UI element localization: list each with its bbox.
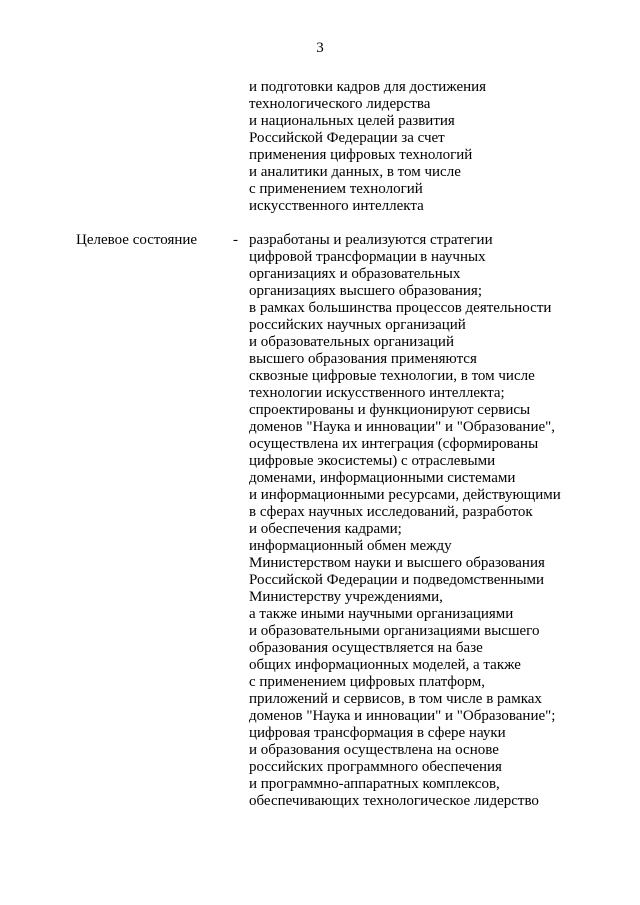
target-line: доменами, информационными системами (249, 470, 516, 486)
target-line: с применением цифровых платформ, (249, 674, 486, 690)
target-line: и образовательными организациями высшего (249, 623, 540, 639)
intro-paragraph (249, 79, 486, 215)
target-line: в сферах научных исследований, разработок (249, 504, 533, 520)
target-line: Российской Федерации и подведомственными (249, 572, 545, 588)
target-line: и образовательных организаций (249, 334, 454, 350)
target-line: организациях высшего образования; (249, 283, 482, 299)
intro-line: искусственного интеллекта (249, 198, 424, 214)
target-line: разработаны и реализуются стратегии (249, 232, 493, 248)
target-line: сквозные цифровые технологии, в том числе (249, 368, 535, 384)
intro-line: и аналитики данных, в том числе (249, 164, 461, 180)
target-line: общих информационных моделей, а также (249, 657, 521, 673)
target-line: и информационными ресурсами, действующими (249, 487, 561, 503)
target-line: доменов "Наука и инновации" и "Образование"; (249, 708, 556, 724)
target-line: в рамках большинства процессов деятельности (249, 300, 552, 316)
row-label-target-state: Целевое состояние (76, 232, 198, 248)
target-line: образования осуществляется на базе (249, 640, 483, 656)
target-line: цифровые экосистемы) с отраслевыми (249, 453, 496, 469)
target-line: а также иными научными организациями (249, 606, 514, 622)
target-line: технологии искусственного интеллекта; (249, 385, 505, 401)
target-state-paragraph (249, 232, 561, 810)
target-line: и программно-аппаратных комплексов, (249, 776, 500, 792)
target-line: российских научных организаций (249, 317, 466, 333)
target-line: организациях и образовательных (249, 266, 461, 282)
target-line: приложений и сервисов, в том числе в рамках (249, 691, 542, 707)
target-line: доменов "Наука и инновации" и "Образование", (249, 419, 556, 435)
target-line: осуществлена их интеграция (сформированы (249, 436, 539, 452)
target-line: Министерству учреждениями, (249, 589, 443, 605)
target-line: российских программного обеспечения (249, 759, 502, 775)
row-dash: - (233, 232, 238, 248)
intro-line: и подготовки кадров для достижения (249, 79, 487, 95)
intro-line: технологического лидерства (249, 96, 431, 112)
target-line: обеспечивающих технологическое лидерство (249, 793, 539, 809)
target-line: информационный обмен между (249, 538, 452, 554)
target-line: высшего образования применяются (249, 351, 477, 367)
intro-line: применения цифровых технологий (249, 147, 473, 163)
target-line: Министерством науки и высшего образования (249, 555, 545, 571)
target-line: цифровой трансформации в научных (249, 249, 486, 265)
target-line: цифровая трансформация в сфере науки (249, 725, 506, 741)
page-number: 3 (316, 40, 324, 56)
intro-line: с применением технологий (249, 181, 423, 197)
target-line: и образования осуществлена на основе (249, 742, 499, 758)
target-line: и обеспечения кадрами; (249, 521, 402, 537)
target-line: спроектированы и функционируют сервисы (249, 402, 531, 418)
intro-line: и национальных целей развития (249, 113, 455, 129)
intro-line: Российской Федерации за счет (249, 130, 445, 146)
